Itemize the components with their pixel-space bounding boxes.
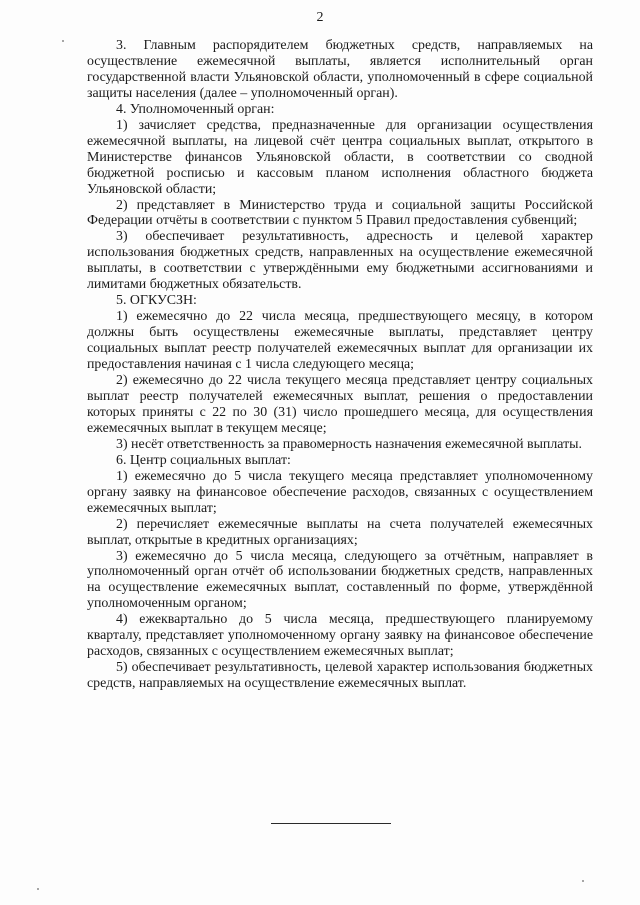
paragraph-6-item-1: 1) ежемесячно до 5 числа текущего месяца представляет уполномоченному органу заявку на финансовое обеспечение расходов, связанных с осуществлением ежемесячных выплат;: [87, 468, 593, 516]
page-number: 2: [316, 10, 324, 25]
end-divider-line: [271, 823, 391, 824]
paragraph-3-main-distributor: 3. Главным распорядителем бюджетных средств, направляемых на осуществление ежемесячной выплаты, является исполнительный орган государственной власти Ульяновской области, уполномоченный в сфере социальной защиты населения (далее – уполномоченный орган).: [87, 38, 593, 101]
paragraph-4-item-3: 3) обеспечивает результативность, адресность и целевой характер использования бюджетных средств, направленных на осуществление ежемесячной выплаты, в соответствии с утверждёнными ему бюджетными ассигнованиями и лимитами бюджетных обязательств.: [87, 229, 593, 293]
paragraph-4-item-2: 2) представляет в Министерство труда и социальной защиты Российской Федерации отчёты в соответствии с пунктом 5 Правил предоставления субвенций;: [87, 197, 593, 229]
paragraph-6-heading: 6. Центр социальных выплат:: [116, 452, 291, 468]
paragraph-4-item-1: 1) зачисляет средства, предназначенные для организации осуществления ежемесячной выплаты, на лицевой счёт центра социальных выплат, открытого в Министерстве финансов Ульяновской области, в соответствии со сводной бюджетной росписью и кассовым планом исполнения областного бюджета Ульяновской области;: [87, 117, 593, 197]
paragraph-6-item-2: 2) перечисляет ежемесячные выплаты на счета получателей ежемесячных выплат, открытые в кредитных организациях;: [87, 516, 593, 548]
document-body: [87, 38, 593, 692]
scan-speck: [582, 880, 584, 882]
paragraph-4-heading: 4. Уполномоченный орган:: [116, 101, 275, 117]
paragraph-6-item-5: 5) обеспечивает результативность, целевой характер использования бюджетных средств, направляемых на осуществление ежемесячных выплат.: [87, 660, 593, 692]
paragraph-5-item-3: 3) несёт ответственность за правомерность назначения ежемесячной выплаты.: [116, 436, 582, 452]
scan-speck: [62, 40, 64, 42]
paragraph-5-heading: 5. ОГКУСЗН:: [116, 293, 197, 309]
paragraph-6-item-4: 4) ежеквартально до 5 числа месяца, предшествующего планируемому кварталу, представляет уполномоченному органу заявку на финансовое обеспечение расходов, связанных с осуществлением ежемесячных выплат;: [87, 612, 593, 660]
paragraph-6-item-3: 3) ежемесячно до 5 числа месяца, следующего за отчётным, направляет в уполномоченный орган отчёт об использовании бюджетных средств, направленных на осуществление ежемесячных выплат, составленный по форме, утверждённой уполномоченным органом;: [87, 548, 593, 612]
paragraph-5-item-2: 2) ежемесячно до 22 числа текущего месяца представляет центру социальных выплат реестр получателей ежемесячных выплат, решения о предоставлении которых приняты с 22 по 30 (31) число прошедшего месяца, для осуществления ежемесячных выплат в текущем месяце;: [87, 373, 593, 436]
paragraph-5-item-1: 1) ежемесячно до 22 числа месяца, предшествующего месяцу, в котором должны быть осуществлены ежемесячные выплаты, представляет центру социальных выплат реестр получателей ежемесячных выплат для организации их предоставления начиная с 1 числа следующего месяца;: [87, 309, 593, 373]
scan-speck: [37, 888, 39, 890]
